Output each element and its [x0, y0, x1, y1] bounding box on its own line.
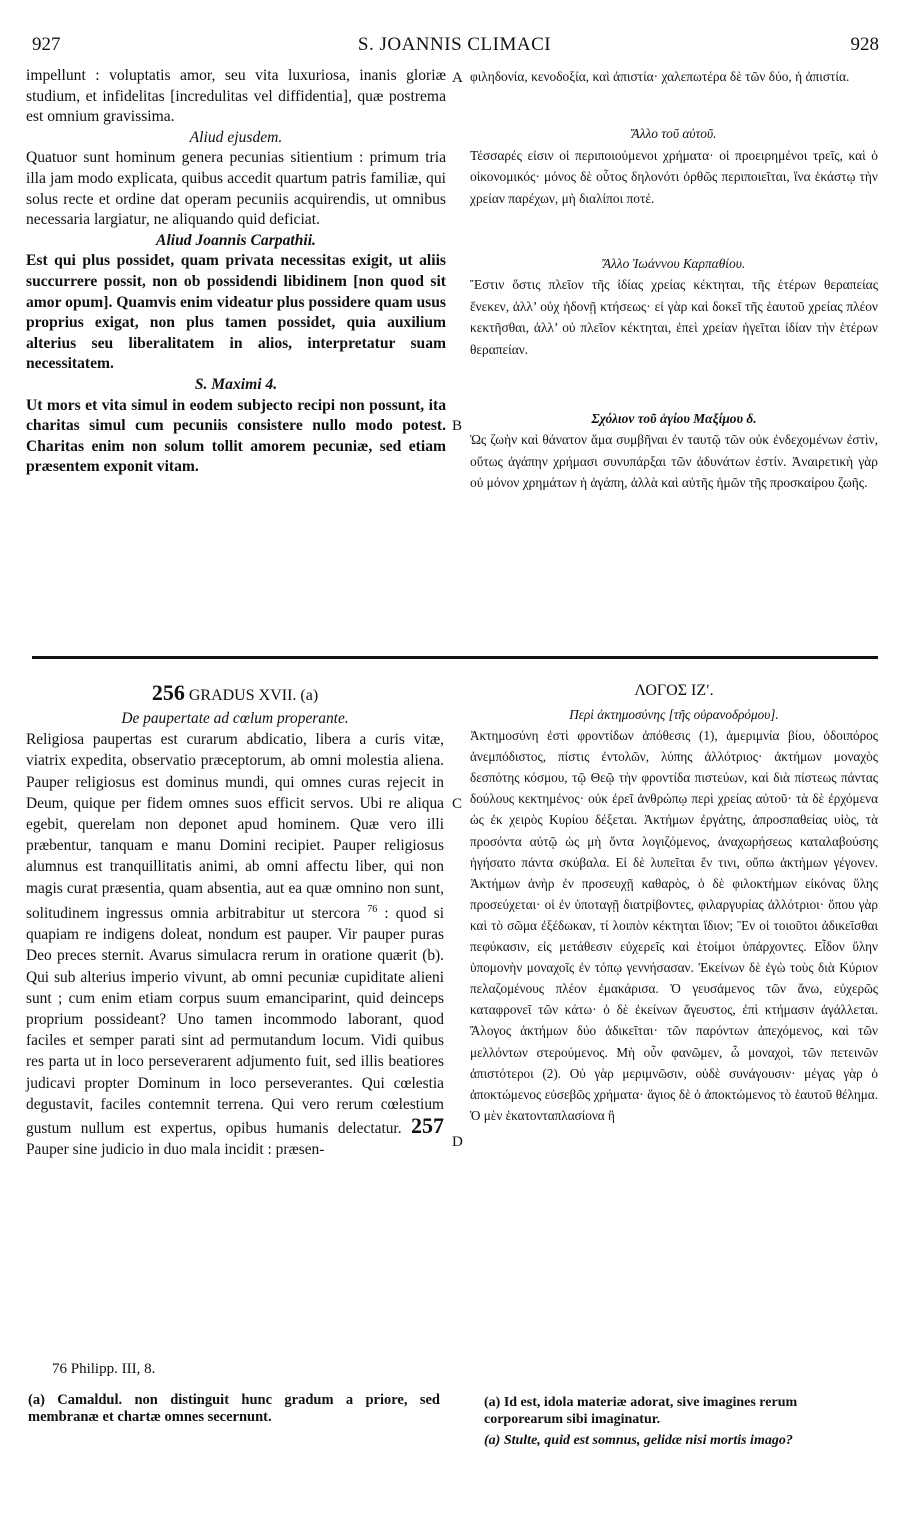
latin-body-part1: Religiosa paupertas est curarum abdicatio, libera a curis vitæ, viatrix expedita, observatio præceptorum, ab omni molestia aliena. Pauper religiosus est dominus mundi, qui omnes curas rejecit in Deum, quique per fidem omnes suos efficit servos. Ubi re aliqua egebit, querelam non deponet apud hominem. Quæ vero illi præbentur, tanquam e manu Domini recipiet. Pauper religiosus alumnus est tranquillitatis animi, ab omni affectu liber, qui non magis curat præsentia, quam absentia, aut ea quæ omnino non sunt, solitudinem ingressus omnia arbitrabitur ut stercora	[26, 731, 444, 922]
latin-body	[26, 729, 444, 1160]
greek-paragraph-3: Ὡς ζωὴν καὶ θάνατον ἅμα συμβῆναι ἐν ταυτῷ τῶν οὐκ ἐνδεχομένων ἐστὶν, οὕτως ἀγάπην χρήμασι συνυπάρξαι τῶν ἀδυνάτων ἐστίν. Ἀναιρετικὴ γὰρ οὐ μόνον χρημάτων ἡ ἀγάπη, ἀλλὰ καὶ αὐτῆς ἡμῶν τῆς προσκαίρου ζωῆς.	[470, 432, 878, 491]
latin-body-part2: : quod si quapiam re indigens doleat, nondum est pauper. Vir pauper puras Deo preces sternit. Avarus simulacra rerum in oratione quærit (b). Qui sub alterius imperio vivunt, ab omni pecuniæ cupiditate alieni sunt ; cum enim etiam corpus suum emanciparint, quid deinceps proprium possideant? Uno tamen incommodo laborant, quod faciles et semper parati sint ad permutandum locum. Vidi quibus res parta ut in loco perseverarent adjumento fuit, sed illis beatiores judicavi propter Dominum in loco perseverantes. Qui cœlestia degustavit, faciles contemnit terrena. Qui vero rerum cœlestium gustum nullum est expertus, opibus humanis delectatur.	[26, 904, 444, 1137]
top-greek-column	[470, 66, 878, 494]
latin-paragraph-2: Est qui plus possidet, quam privata necessitas exigit, ut aliis succurrere possit, non ob possidendi libidinem [non quod sit amor opum]. Quamvis enim videatur plus possidere quam usus proprius exigat, non plus tamen possidet, quia auxilium alterius seu liberalitatem in alios, interpretatur suam necessitatem.	[26, 252, 446, 373]
greek-subtitle: Περὶ ἀκτημοσύνης [τῆς οὐρανοδρόμου].	[569, 707, 779, 722]
margin-marker-d: D	[452, 1134, 463, 1150]
latin-subtitle: De paupertate ad cœlum properante.	[121, 710, 349, 727]
greek-heading-2: Ἄλλο Ἰωάννου Καρπαθίου.	[602, 256, 746, 272]
footnote-a-left: (a) Camaldul. non distinguit hunc gradum a priore, sed membranæ et chartæ omnes secernunt.	[28, 1392, 440, 1425]
margin-marker-b: B	[452, 418, 463, 434]
page-number-left: 927	[32, 34, 61, 55]
margin-marker-c: C	[452, 796, 463, 812]
greek-heading-3: Σχόλιον τοῦ ἁγίου Μαξίμου δ.	[591, 411, 757, 427]
page-number-right: 928	[850, 34, 879, 55]
bottom-greek-column	[470, 682, 878, 1126]
top-latin-column	[26, 66, 446, 478]
greek-intro: φιληδονία, κενοδοξία, καὶ ἀπιστία· χαλεπωτέρα δὲ τῶν δύο, ἡ ἀπιστία.	[470, 69, 850, 84]
margin-marker-a: A	[452, 70, 463, 86]
latin-paragraph-3: Ut mors et vita simul in eodem subjecto recipi non possunt, ita charitas simul cum pecuniis consistere nullo modo potest. Charitas enim non solum tollit amorem pecuniæ, sed etiam præsentem exponit vitam.	[26, 396, 446, 476]
greek-logos-title: ΛΟΓΟΣ ΙΖʹ.	[634, 682, 714, 699]
latin-heading-2: Aliud Joannis Carpathii.	[156, 231, 316, 249]
footnote-b-right: (a) Stulte, quid est somnus, gelidæ nisi mortis imago?	[484, 1433, 793, 1448]
gradus-title: GRADUS XVII. (a)	[188, 687, 319, 704]
footnote-a-right: (a) Id est, idola materiæ adorat, sive imagines rerum corporearum sibi imaginatur.	[484, 1395, 798, 1427]
greek-heading-1: Ἄλλο τοῦ αὐτοῦ.	[631, 126, 717, 142]
latin-paragraph-1: Quatuor sunt hominum genera pecunias sitientium : primum tria illa jam modo explicata, quibus accedit quartum patris familiæ, qui solus recte et ordine dat operam pecuniis acquirendis, ut omnibus necessaria largiatur, ne aliquando quid deficiat.	[26, 149, 446, 229]
latin-heading-3: S. Maximi 4.	[194, 375, 278, 393]
footnote-76: 76 Philipp. III, 8.	[52, 1361, 156, 1377]
bottom-latin-column	[26, 680, 444, 1160]
column-number-257: 257	[411, 1112, 444, 1138]
latin-intro: impellunt : voluptatis amor, seu vita luxuriosa, inanis gloriæ studium, et infidelitas [incredulitas vel diffidentia], quæ postrema est omnium gravissima.	[26, 67, 446, 126]
latin-body-part3: Pauper sine judicio in duo mala incidit : præsen-	[26, 1141, 325, 1159]
greek-paragraph-2: Ἔστιν ὅστις πλεῖον τῆς ἰδίας χρείας κέκτηται, τῆς ἑτέρων θεραπείας ἕνεκεν, ἀλλ’ οὐχ ἡδονῇ κτήσεως· εἰ γὰρ καὶ δοκεῖ τῆς ἑαυτοῦ χρείας πλέον κεκτῆσθαι, ἀλλ’ οὐ πλεῖον κέκτηται, ἐπεὶ χρείαν ἡγεῖται ἰδίαν τὴν ἑτέρων θεραπείαν.	[470, 277, 878, 357]
gradus-heading	[26, 680, 444, 706]
footnote-ref-76: 76	[367, 903, 378, 915]
latin-heading-1: Aliud ejusdem.	[189, 128, 283, 146]
running-title: S. JOANNIS CLIMACI	[357, 34, 552, 55]
greek-body: Ἀκτημοσύνη ἐστὶ φροντίδων ἀπόθεσις (1), ἀμεριμνία βίου, ὁδοιπόρος ἀνεμπόδιστος, πίστις ἐντολῶν, λύπης ἀλλότριος· ἀκτήμων μοναχὸς δεσπότης κόσμου, τῷ Θεῷ τὴν φροντίδα πιστεύων, καὶ διὰ πίστεως πάντας δούλους κεκτημένος· οὐκ ἐρεῖ ἀνθρώπῳ περὶ χρείας αὐτοῦ· τὰ δὲ ἐρχόμενα ὡς ἐκ χειρὸς Κυρίου δέξεται. Ἀκτήμων ἐργάτης, ἀπροσπαθείας υἱὸς, τὰ προσόντα αὐτῷ ὡς μὴ ὄντα λογιζόμενος, ἀναχωρήσεως καταλαβούσης ἡγήσατο πάντα σκύβαλα. Εἰ δὲ λυπεῖται ἔν τινι, οὔπω ἀκτήμων γέγονεν. Ἀκτήμων ἀνὴρ ἐν προσευχῇ καθαρὸς, ὁ δὲ φιλοκτήμων εἰκόνας ὕλης προσεύχεται· οἱ ἐν ὑποταγῇ διατρίβοντες, φιλαργυρίας ἀλλότριοι· ὅπου γὰρ καὶ τὸ σῶμα ἐξέδωκαν, τί λοιπὸν κέκτηται ἴδιον; Ἓν οἱ τοιοῦτοι ἀδικεῖσθαι πεφύκασιν, εἰς μετάθεσιν εὐχερεῖς καὶ ἑτοίμοι ὑπάρχοντες. Εἶδον ὕλην ὑπομονὴν μοναχοῖς ἐν τόπῳ γεννήσασαν. Ἐκείνων δὲ ἐγὼ τοὺς διὰ Κύριον πελαζομένους πλέον ἐμακάρισα. Ὁ γευσάμενος τῶν ἄνω, εὐχερῶς καταφρονεῖ τῶν κάτω· ὁ δὲ ἐκείνων ἄγευστος, ἐπὶ κτήμασιν ἀγάλλεται. Ἄλογος ἀκτήμων δύο ἀδικεῖται· τῶν παρόντων ἀπεχόμενος, καὶ τῶν μελλόντων στερούμενος. Μὴ οὖν φανῶμεν, ὦ μοναχοὶ, τῶν πετεινῶν ἀπιστότεροι (2). Οὐ γὰρ μεριμνῶσιν, οὐδὲ συνάγουσιν· μέγας γὰρ ὁ ἀποκτώμενος εὐσεβῶς χρήματα· ἅγιος δὲ ὁ ἀποκτώμενος τὸ ἑαυτοῦ θέλημα. Ὁ μὲν ἑκατονταπλασίονα ἢ	[470, 728, 878, 1123]
section-rule	[32, 656, 878, 659]
greek-paragraph-1: Τέσσαρές εἰσιν οἱ περιποιούμενοι χρήματα· οἱ προειρημένοι τρεῖς, καὶ ὁ οἰκονομικός· μόνος δὲ οὗτος δηλονότι ὀρθῶς περιποιεῖται, ἵνα ἑκάστῳ τὴν χρείαν παρέχων, μὴ διαλίποι ποτέ.	[470, 147, 878, 206]
column-number-256: 256	[151, 680, 185, 705]
